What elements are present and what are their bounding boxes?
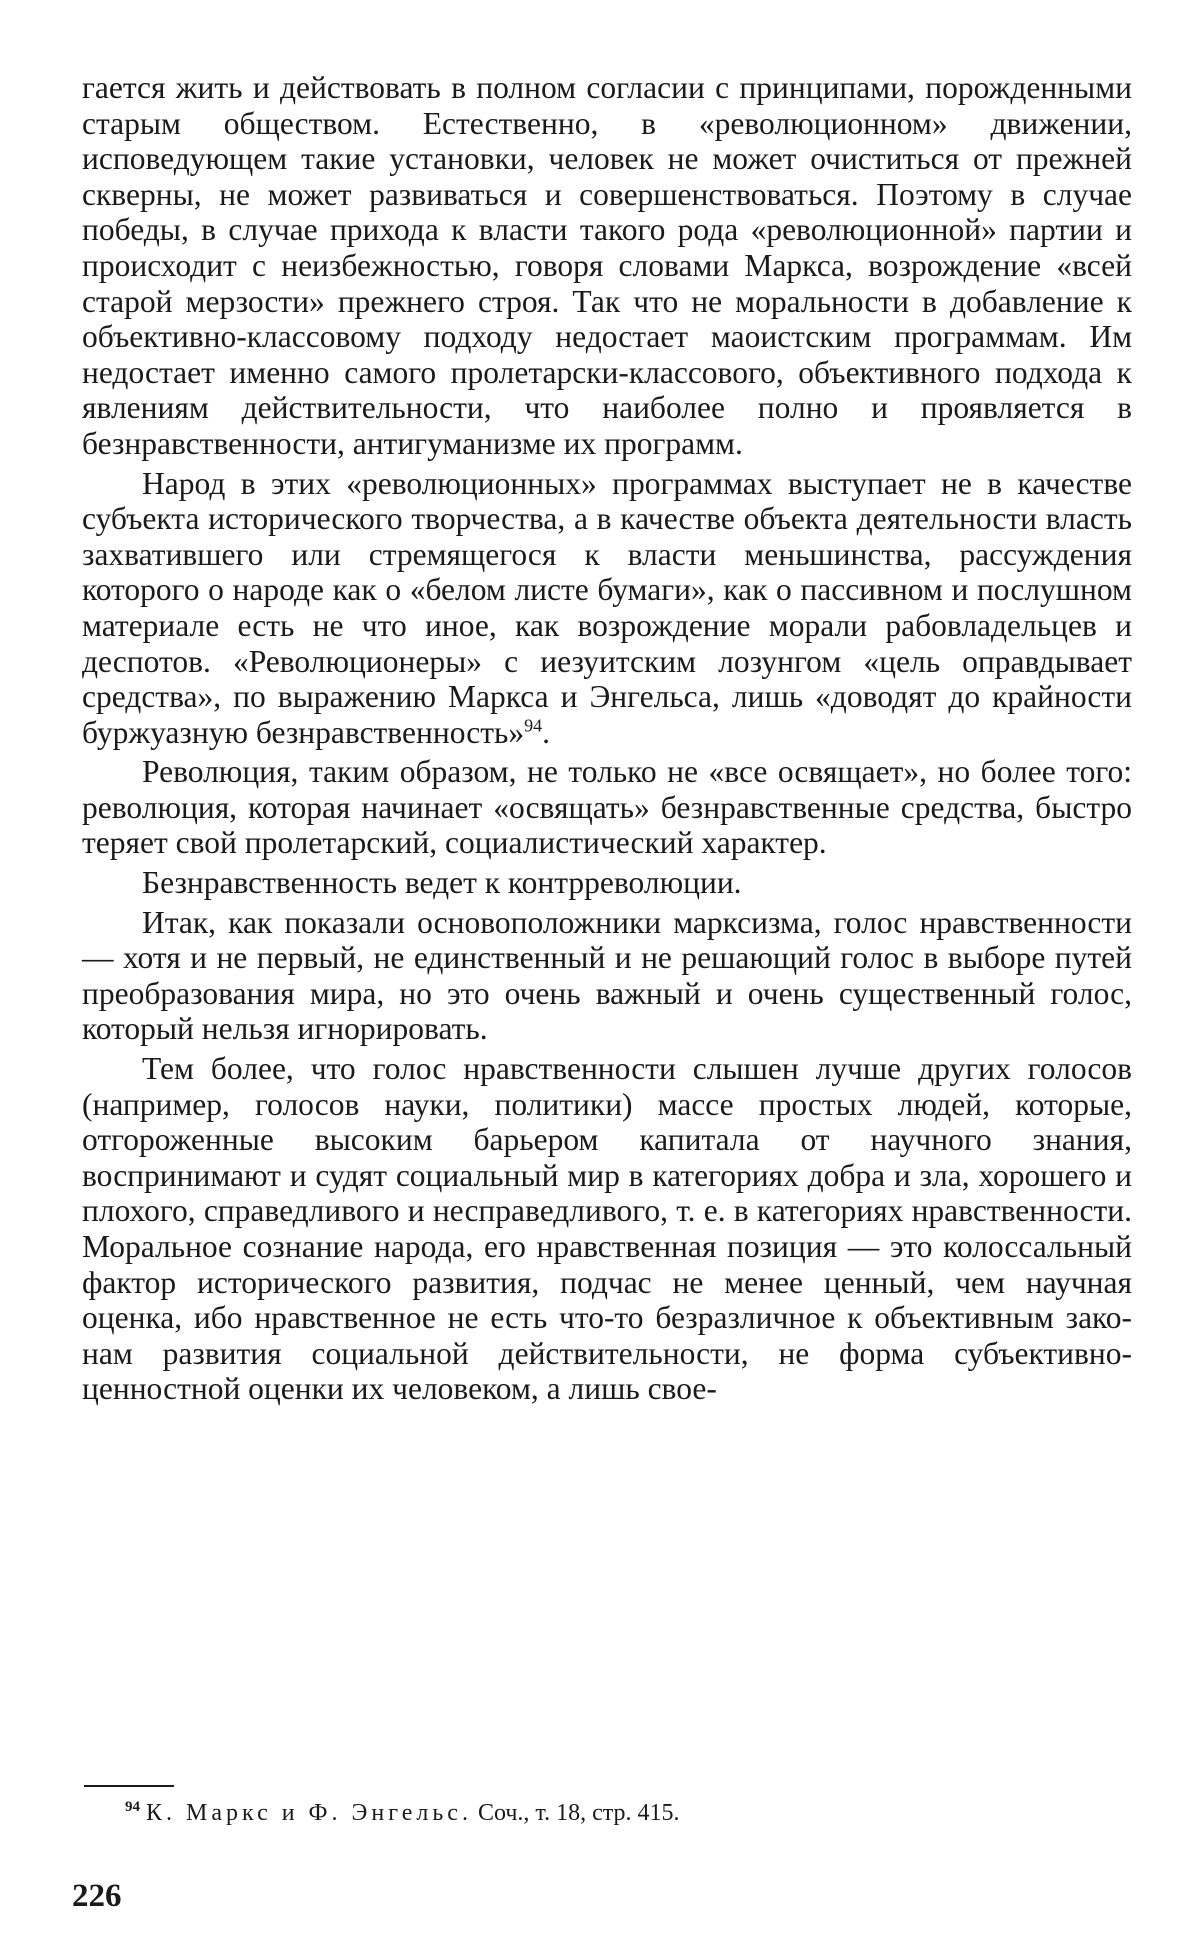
- footnote-divider: [84, 1785, 174, 1787]
- paragraph-3: Революция, таким образом, не только не «все освящает», но более того: революция, которая начинает «освящать» безнравственные средства, быстро теряет свой пролетарский, социалистический характер.: [82, 754, 1132, 861]
- footnote-authors: К. Маркс и Ф. Энгельс.: [146, 1800, 472, 1826]
- paragraph-2-text: Народ в этих «революционных» программах выступает не в качестве субъекта исторического творчества, а в качестве объекта деятельности власть захватившего или стремящегося к власти меньшинства, рассуждения которого о народе как о «белом листе бумаги», как о пассивном и послушном материале есть не что иное, как возрождение морали рабовладельцев и деспотов. «Революционеры» с иезуитским лозунгом «цель оправдывает средства», по выражению Маркса и Энгельса, лишь «доводят до крайности буржуазную безнравственность»: [82, 465, 1132, 750]
- paragraph-5: Итак, как показали основоположники марксизма, голос нравственности — хотя и не первый, не единственный и не решающий голос в выборе путей преобразования мира, но это очень важный и очень существенный голос, который нельзя игнорировать.: [82, 904, 1132, 1047]
- paragraph-4: Безнравственность ведет к контрреволюции.: [142, 865, 742, 901]
- page-body: [82, 70, 1132, 1407]
- footnote: [125, 1798, 680, 1828]
- footnote-reference[interactable]: 94: [524, 715, 543, 736]
- footnote-source: Соч., т. 18, стр. 415.: [471, 1800, 680, 1826]
- page-number: 226: [72, 1878, 122, 1914]
- footnote-number: 94: [125, 1799, 140, 1815]
- paragraph-2-end: .: [542, 714, 550, 750]
- paragraph-6: Тем более, что голос нравственности слышен лучше других голосов (например, голосов науки, политики) массе простых людей, которые, отгороженные высоким барьером капитала от научного знания, воспринимают и судят социальный мир в категориях добра и зла, хорошего и плохого, справедливого и несправедливого, т. е. в категориях нравственности. Моральное сознание народа, его нравственная позиция — это колоссальный фактор исторического развития, подчас не менее ценный, чем научная оценка, ибо нравственное не есть что-то безразличное к объективным законам развития социальной действительности, не форма субъективно-ценностной оценки их человеком, а лишь свое-: [82, 1051, 1132, 1407]
- paragraph-2: [82, 466, 1132, 751]
- paragraph-1: гается жить и действовать в полном согласии с принципами, порожденными старым обществом. Естественно, в «революционном» движении, исповедующем такие установки, человек не может очиститься от прежней скверны, не может развиваться и совершенствоваться. Поэтому в случае победы, в случае прихода к власти такого рода «революционной» партии и происходит с неизбежностью, говоря словами Маркса, возрождение «всей старой мерзости» прежнего строя. Так что не моральности в добавление к объективно-классовому подходу недостает маоистским программам. Им недостает именно самого пролетарски-классового, объективного подхода к явлениям действительности, что наиболее полно и проявляется в безнравственности, антигуманизме их программ.: [82, 70, 1132, 461]
